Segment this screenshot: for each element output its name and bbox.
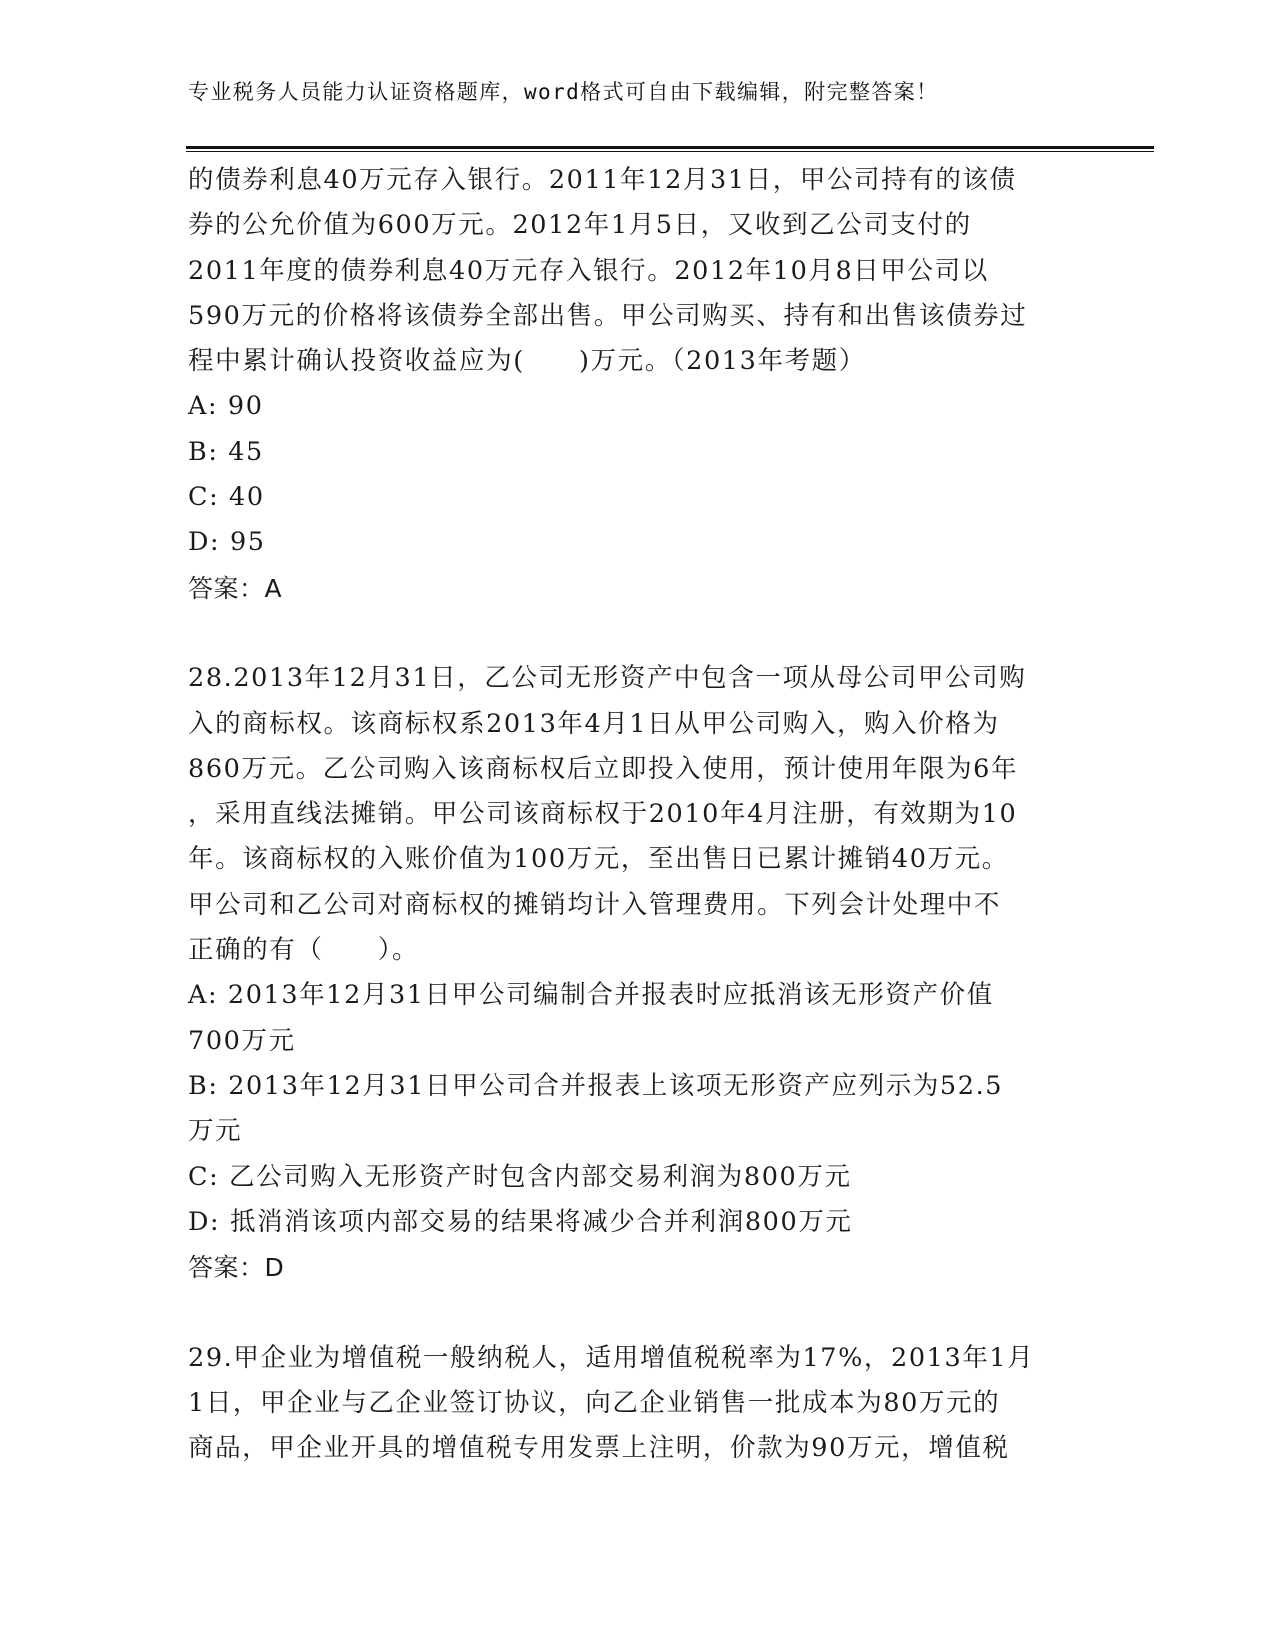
question-27 <box>188 158 1088 611</box>
option-a: A: 90 <box>188 391 264 422</box>
question-line: 1日，甲企业与乙企业签订协议，向乙企业销售一批成本为80万元的 <box>188 1388 1001 1419</box>
question-28 <box>188 656 1088 1290</box>
option-b: B: 2013年12月31日甲公司合并报表上该项无形资产应列示为52.5 <box>188 1070 1004 1101</box>
spacer <box>188 611 1088 656</box>
option-a-continued: 700万元 <box>188 1025 296 1056</box>
option-c: C: 40 <box>188 482 265 513</box>
question-line: 年。该商标权的入账价值为100万元，至出售日已累计摊销40万元。 <box>188 844 1009 875</box>
question-line: 程中累计确认投资收益应为( )万元。（2013年考题） <box>188 346 866 377</box>
question-line: 正确的有（ ）。 <box>188 935 420 966</box>
header-rule-thick <box>186 146 1154 149</box>
option-b-continued: 万元 <box>188 1116 243 1147</box>
question-29 <box>188 1336 1088 1472</box>
question-line: 29.甲企业为增值税一般纳税人，适用增值税税率为17%，2013年1月 <box>188 1342 1035 1373</box>
question-line: 的债券利息40万元存入银行。2011年12月31日，甲公司持有的该债 <box>188 165 1017 195</box>
option-c: C: 乙公司购入无形资产时包含内部交易利润为800万元 <box>188 1161 852 1192</box>
option-d: D: 95 <box>188 527 266 558</box>
question-line: 2011年度的债券利息40万元存入银行。2012年10月8日甲公司以 <box>188 255 989 286</box>
document-body <box>188 158 1088 1472</box>
question-line: 入的商标权。该商标权系2013年4月1日从甲公司购入，购入价格为 <box>188 708 1000 739</box>
spacer <box>188 1290 1088 1335</box>
question-line: 甲公司和乙公司对商标权的摊销均计入管理费用。下列会计处理中不 <box>188 889 1002 920</box>
question-line: 券的公允价值为600万元。2012年1月5日，又收到乙公司支付的 <box>188 210 972 241</box>
question-line: ，采用直线法摊销。甲公司该商标权于2010年4月注册，有效期为10 <box>188 799 1018 830</box>
option-b: B: 45 <box>188 436 264 467</box>
question-line: 860万元。乙公司购入该商标权后立即投入使用，预计使用年限为6年 <box>188 753 1019 784</box>
question-line: 28.2013年12月31日，乙公司无形资产中包含一项从母公司甲公司购 <box>188 663 1027 694</box>
question-line: 590万元的价格将该债券全部出售。甲公司购买、持有和出售该债券过 <box>188 300 1028 331</box>
option-d: D: 抵消消该项内部交易的结果将减少合并利润800万元 <box>188 1206 853 1237</box>
question-line: 商品，甲企业开具的增值税专用发票上注明，价款为90万元，增值税 <box>188 1433 1010 1464</box>
answer: 答案：A <box>188 573 283 603</box>
answer: 答案：D <box>188 1253 285 1283</box>
page-header: 专业税务人员能力认证资格题库，word格式可自由下载编辑，附完整答案！ <box>188 80 939 104</box>
header-rule-thin <box>186 151 1154 152</box>
option-a: A: 2013年12月31日甲公司编制合并报表时应抵消该无形资产价值 <box>188 980 994 1011</box>
